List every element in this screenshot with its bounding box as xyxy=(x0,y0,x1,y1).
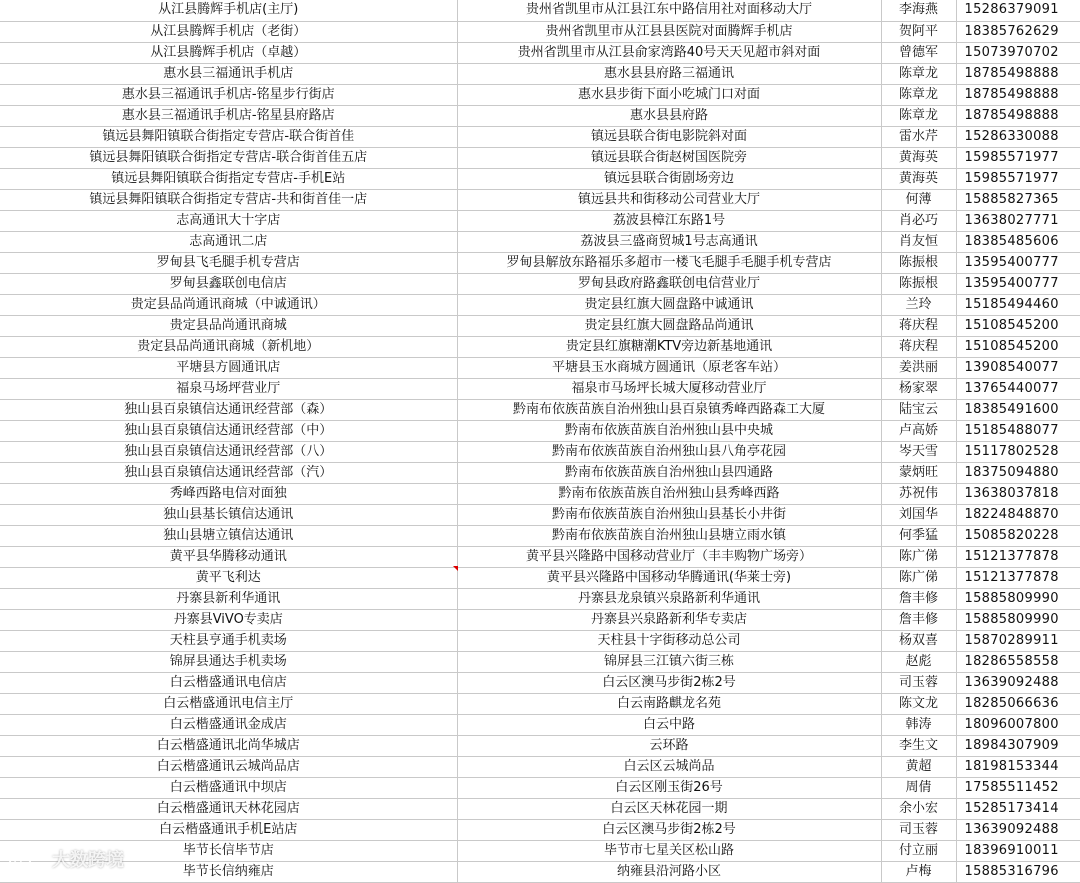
table-row xyxy=(0,189,1080,210)
store-name-cell[interactable]: 独山县百泉镇信达通讯经营部（八） xyxy=(0,441,457,462)
contact-name-cell[interactable]: 黄超 xyxy=(881,756,956,777)
contact-name-cell[interactable]: 陈章龙 xyxy=(881,105,956,126)
phone-cell[interactable]: 15286379091 xyxy=(956,0,1080,21)
address-cell[interactable]: 罗甸县解放东路福乐多超市一楼飞毛腿手毛腿手机专营店 xyxy=(457,252,881,273)
table-row xyxy=(0,42,1080,63)
contact-name-cell[interactable]: 陆宝云 xyxy=(881,399,956,420)
phone-cell[interactable]: 13639092488 xyxy=(956,672,1080,693)
phone-cell[interactable]: 15985571977 xyxy=(956,168,1080,189)
store-name-cell[interactable]: 从江县腾辉手机店(主厅) xyxy=(0,0,457,21)
contact-name-cell[interactable]: 周倩 xyxy=(881,777,956,798)
contact-name-cell[interactable]: 姜洪丽 xyxy=(881,357,956,378)
table-row xyxy=(0,546,1080,567)
address-cell[interactable]: 白云南路麒龙名苑 xyxy=(457,693,881,714)
store-name-cell[interactable]: 丹寨县ViVO专卖店 xyxy=(0,609,457,630)
contact-name-cell[interactable]: 赵彪 xyxy=(881,651,956,672)
store-name-cell[interactable]: 黄平飞利达 xyxy=(0,567,457,588)
phone-cell[interactable]: 18385485606 xyxy=(956,231,1080,252)
phone-cell[interactable]: 17585511452 xyxy=(956,777,1080,798)
store-name-cell[interactable]: 镇远县舞阳镇联合街指定专营店-联合街首佳 xyxy=(0,126,457,147)
table-row xyxy=(0,105,1080,126)
phone-cell[interactable]: 18096007800 xyxy=(956,714,1080,735)
contact-name-cell[interactable]: 司玉蓉 xyxy=(881,672,956,693)
contact-name-cell[interactable]: 付立丽 xyxy=(881,840,956,861)
address-cell[interactable]: 贵定县红旗糖潮KTV旁边新基地通讯 xyxy=(457,336,881,357)
store-name-cell[interactable]: 丹寨县新利华通讯 xyxy=(0,588,457,609)
phone-cell[interactable]: 15073970702 xyxy=(956,42,1080,63)
table-row xyxy=(0,798,1080,819)
store-name-cell[interactable]: 锦屏县通达手机卖场 xyxy=(0,651,457,672)
address-cell[interactable]: 福泉市马场坪长城大厦移动营业厅 xyxy=(457,378,881,399)
watermark-text: 大数跨境 xyxy=(52,850,124,871)
store-name-cell[interactable]: 毕节长信毕节店 xyxy=(0,840,457,861)
table-row xyxy=(0,21,1080,42)
store-name-cell[interactable]: 白云楷盛通讯电信主厅 xyxy=(0,693,457,714)
phone-cell[interactable]: 15185494460 xyxy=(956,294,1080,315)
contact-name-cell[interactable]: 杨双喜 xyxy=(881,630,956,651)
address-cell[interactable]: 镇远县联合街剧场旁边 xyxy=(457,168,881,189)
address-cell[interactable]: 罗甸县政府路鑫联创电信营业厅 xyxy=(457,273,881,294)
address-cell[interactable]: 白云区云城尚品 xyxy=(457,756,881,777)
phone-cell[interactable]: 13639092488 xyxy=(956,819,1080,840)
table-row xyxy=(0,672,1080,693)
table-row xyxy=(0,168,1080,189)
store-name-cell[interactable]: 罗甸县鑫联创电信店 xyxy=(0,273,457,294)
contact-name-cell[interactable]: 何季猛 xyxy=(881,525,956,546)
store-name-cell[interactable]: 白云楷盛通讯手机E站店 xyxy=(0,819,457,840)
table-row xyxy=(0,399,1080,420)
table-row xyxy=(0,252,1080,273)
contact-name-cell[interactable]: 曾德军 xyxy=(881,42,956,63)
table-row xyxy=(0,210,1080,231)
address-cell[interactable]: 黔南布依族苗族自治州独山县基长小井街 xyxy=(457,504,881,525)
contact-name-cell[interactable]: 司玉蓉 xyxy=(881,819,956,840)
contact-name-cell[interactable]: 陈章龙 xyxy=(881,84,956,105)
contact-name-cell[interactable]: 詹丰修 xyxy=(881,588,956,609)
address-cell[interactable]: 丹寨县兴泉路新利华专卖店 xyxy=(457,609,881,630)
address-cell[interactable]: 白云区澳马步街2栋2号 xyxy=(457,672,881,693)
store-name-cell[interactable]: 白云楷盛通讯金成店 xyxy=(0,714,457,735)
phone-cell[interactable]: 15085820228 xyxy=(956,525,1080,546)
store-name-cell[interactable]: 志高通讯大十字店 xyxy=(0,210,457,231)
table-row xyxy=(0,756,1080,777)
store-name-cell[interactable]: 镇远县舞阳镇联合街指定专营店-手机E站 xyxy=(0,168,457,189)
table-row xyxy=(0,861,1080,882)
phone-cell[interactable]: 15286330088 xyxy=(956,126,1080,147)
store-name-cell[interactable]: 天柱县亨通手机卖场 xyxy=(0,630,457,651)
phone-cell[interactable]: 13908540077 xyxy=(956,357,1080,378)
contact-name-cell[interactable]: 陈振根 xyxy=(881,273,956,294)
phone-cell[interactable]: 13638037818 xyxy=(956,483,1080,504)
address-cell[interactable]: 镇远县联合街电影院斜对面 xyxy=(457,126,881,147)
address-cell[interactable]: 白云区天林花园一期 xyxy=(457,798,881,819)
table-row xyxy=(0,630,1080,651)
address-cell[interactable]: 黔南布依族苗族自治州独山县八角亭花园 xyxy=(457,441,881,462)
store-name-cell[interactable]: 镇远县舞阳镇联合街指定专营店-共和街首佳一店 xyxy=(0,189,457,210)
address-cell[interactable]: 荔波县樟江东路1号 xyxy=(457,210,881,231)
phone-cell[interactable]: 15885809990 xyxy=(956,588,1080,609)
store-name-cell[interactable]: 白云楷盛通讯电信店 xyxy=(0,672,457,693)
address-cell[interactable]: 黔南布依族苗族自治州独山县中央城 xyxy=(457,420,881,441)
address-cell[interactable]: 纳雍县沿河路小区 xyxy=(457,861,881,882)
phone-cell[interactable]: 15870289911 xyxy=(956,630,1080,651)
contact-name-cell[interactable]: 卢高娇 xyxy=(881,420,956,441)
address-cell[interactable]: 天柱县十字街移动总公司 xyxy=(457,630,881,651)
phone-cell[interactable]: 15121377878 xyxy=(956,567,1080,588)
address-cell[interactable]: 锦屏县三江镇六街三栋 xyxy=(457,651,881,672)
address-cell[interactable]: 贵州省凯里市从江县江东中路信用社对面移动大厅 xyxy=(457,0,881,21)
phone-cell[interactable]: 18785498888 xyxy=(956,63,1080,84)
store-name-cell[interactable]: 白云楷盛通讯天林花园店 xyxy=(0,798,457,819)
table-row xyxy=(0,609,1080,630)
phone-cell[interactable]: 13765440077 xyxy=(956,378,1080,399)
contact-name-cell[interactable]: 肖必巧 xyxy=(881,210,956,231)
phone-cell[interactable]: 15885316796 xyxy=(956,861,1080,882)
store-name-cell[interactable]: 毕节长信纳雍店 xyxy=(0,861,457,882)
store-name-cell[interactable]: 志高通讯二店 xyxy=(0,231,457,252)
phone-cell[interactable]: 18375094880 xyxy=(956,462,1080,483)
table-row xyxy=(0,483,1080,504)
store-name-cell[interactable]: 独山县塘立镇信达通讯 xyxy=(0,525,457,546)
address-cell[interactable]: 丹寨县龙泉镇兴泉路新利华通讯 xyxy=(457,588,881,609)
table-row xyxy=(0,504,1080,525)
table-row xyxy=(0,735,1080,756)
phone-cell[interactable]: 13595400777 xyxy=(956,252,1080,273)
address-cell[interactable]: 贵定县红旗大圆盘路中诚通讯 xyxy=(457,294,881,315)
phone-cell[interactable]: 18385491600 xyxy=(956,399,1080,420)
weibo-logo-icon xyxy=(8,848,48,870)
table-row xyxy=(0,567,1080,588)
address-cell[interactable]: 黔南布依族苗族自治州独山县秀峰西路 xyxy=(457,483,881,504)
table-row xyxy=(0,147,1080,168)
contact-name-cell[interactable]: 陈文龙 xyxy=(881,693,956,714)
store-name-cell[interactable]: 贵定县品尚通讯商城（中诚通讯） xyxy=(0,294,457,315)
address-cell[interactable]: 白云区刚玉街26号 xyxy=(457,777,881,798)
table-row xyxy=(0,84,1080,105)
phone-cell[interactable]: 18198153344 xyxy=(956,756,1080,777)
store-name-cell[interactable]: 福泉马场坪营业厅 xyxy=(0,378,457,399)
address-cell[interactable]: 白云中路 xyxy=(457,714,881,735)
table-row xyxy=(0,273,1080,294)
store-name-cell[interactable]: 贵定县品尚通讯商城 xyxy=(0,315,457,336)
contact-name-cell[interactable]: 杨家翠 xyxy=(881,378,956,399)
phone-cell[interactable]: 18385762629 xyxy=(956,21,1080,42)
store-name-cell[interactable]: 独山县百泉镇信达通讯经营部（中） xyxy=(0,420,457,441)
table-row xyxy=(0,840,1080,861)
address-cell[interactable]: 平塘县玉水商城方圆通讯（原老客车站） xyxy=(457,357,881,378)
contact-name-cell[interactable]: 苏祝伟 xyxy=(881,483,956,504)
address-cell[interactable]: 惠水县县府路 xyxy=(457,105,881,126)
table-row xyxy=(0,126,1080,147)
contact-name-cell[interactable]: 陈广俤 xyxy=(881,567,956,588)
phone-cell[interactable]: 18785498888 xyxy=(956,84,1080,105)
store-name-cell[interactable]: 从江县腾辉手机店（老街） xyxy=(0,21,457,42)
contact-name-cell[interactable]: 陈章龙 xyxy=(881,63,956,84)
store-name-cell[interactable]: 秀峰西路电信对面独 xyxy=(0,483,457,504)
contact-name-cell[interactable]: 黄海英 xyxy=(881,168,956,189)
contact-name-cell[interactable]: 何薄 xyxy=(881,189,956,210)
address-cell[interactable]: 黔南布依族苗族自治州独山县百泉镇秀峰西路森工大厦 xyxy=(457,399,881,420)
address-cell[interactable]: 黔南布依族苗族自治州独山县四通路 xyxy=(457,462,881,483)
contact-name-cell[interactable]: 余小宏 xyxy=(881,798,956,819)
address-cell[interactable]: 荔波县三盛商贸城1号志高通讯 xyxy=(457,231,881,252)
address-cell[interactable]: 黄平县兴隆路中国移动营业厅（丰丰购物广场旁） xyxy=(457,546,881,567)
contact-name-cell[interactable]: 雷水芹 xyxy=(881,126,956,147)
phone-cell[interactable]: 15185488077 xyxy=(956,420,1080,441)
table-row xyxy=(0,588,1080,609)
table-row xyxy=(0,378,1080,399)
phone-cell[interactable]: 15121377878 xyxy=(956,546,1080,567)
table-row xyxy=(0,63,1080,84)
address-cell[interactable]: 镇远县共和街移动公司营业大厅 xyxy=(457,189,881,210)
address-cell[interactable]: 黄平县兴隆路中国移动华腾通讯(华莱士旁) xyxy=(457,567,881,588)
store-name-cell[interactable]: 白云楷盛通讯北尚华城店 xyxy=(0,735,457,756)
table-row xyxy=(0,336,1080,357)
phone-cell[interactable]: 18396910011 xyxy=(956,840,1080,861)
address-cell[interactable]: 贵州省凯里市从江县县医院对面腾辉手机店 xyxy=(457,21,881,42)
contact-name-cell[interactable]: 肖友恒 xyxy=(881,231,956,252)
phone-cell[interactable]: 18285066636 xyxy=(956,693,1080,714)
contact-name-cell[interactable]: 岑天雪 xyxy=(881,441,956,462)
phone-cell[interactable]: 15885827365 xyxy=(956,189,1080,210)
store-name-cell[interactable]: 平塘县方圆通讯店 xyxy=(0,357,457,378)
contact-name-cell[interactable]: 贺阿平 xyxy=(881,21,956,42)
store-name-cell[interactable]: 罗甸县飞毛腿手机专营店 xyxy=(0,252,457,273)
address-cell[interactable]: 黔南布依族苗族自治州独山县塘立雨水镇 xyxy=(457,525,881,546)
table-row xyxy=(0,357,1080,378)
address-cell[interactable]: 贵定县红旗大圆盘路品尚通讯 xyxy=(457,315,881,336)
contact-name-cell[interactable]: 黄海英 xyxy=(881,147,956,168)
phone-cell[interactable]: 15117802528 xyxy=(956,441,1080,462)
store-name-cell[interactable]: 惠水县三福通讯手机店-铭星县府路店 xyxy=(0,105,457,126)
contact-name-cell[interactable]: 卢梅 xyxy=(881,861,956,882)
contact-name-cell[interactable]: 詹丰修 xyxy=(881,609,956,630)
contact-name-cell[interactable]: 蒙炳旺 xyxy=(881,462,956,483)
table-row xyxy=(0,819,1080,840)
table-row xyxy=(0,315,1080,336)
phone-cell[interactable]: 18785498888 xyxy=(956,105,1080,126)
store-name-cell[interactable]: 独山县百泉镇信达通讯经营部（森） xyxy=(0,399,457,420)
address-cell[interactable]: 白云区澳马步街2栋2号 xyxy=(457,819,881,840)
contact-name-cell[interactable]: 韩涛 xyxy=(881,714,956,735)
store-name-cell[interactable]: 惠水县三福通讯手机店-铭星步行街店 xyxy=(0,84,457,105)
address-cell[interactable]: 贵州省凯里市从江县俞家湾路40号天天见超市斜对面 xyxy=(457,42,881,63)
table-row xyxy=(0,651,1080,672)
address-cell[interactable]: 惠水县县府路三福通讯 xyxy=(457,63,881,84)
table-row xyxy=(0,462,1080,483)
contact-name-cell[interactable]: 陈振根 xyxy=(881,252,956,273)
phone-cell[interactable]: 18286558558 xyxy=(956,651,1080,672)
table-row xyxy=(0,0,1080,21)
phone-cell[interactable]: 18224848870 xyxy=(956,504,1080,525)
table-row xyxy=(0,231,1080,252)
store-name-cell[interactable]: 独山县百泉镇信达通讯经营部（汽） xyxy=(0,462,457,483)
phone-cell[interactable]: 15885809990 xyxy=(956,609,1080,630)
phone-cell[interactable]: 15285173414 xyxy=(956,798,1080,819)
store-name-cell[interactable]: 贵定县品尚通讯商城（新机地） xyxy=(0,336,457,357)
store-name-cell[interactable]: 黄平县华腾移动通讯 xyxy=(0,546,457,567)
table-row xyxy=(0,420,1080,441)
address-cell[interactable]: 毕节市七星关区松山路 xyxy=(457,840,881,861)
store-name-cell[interactable]: 镇远县舞阳镇联合街指定专营店-联合街首佳五店 xyxy=(0,147,457,168)
contact-name-cell[interactable]: 刘国华 xyxy=(881,504,956,525)
contact-name-cell[interactable]: 李海燕 xyxy=(881,0,956,21)
table-row xyxy=(0,441,1080,462)
store-name-cell[interactable]: 独山县基长镇信达通讯 xyxy=(0,504,457,525)
phone-cell[interactable]: 15108545200 xyxy=(956,315,1080,336)
store-name-cell[interactable]: 惠水县三福通讯手机店 xyxy=(0,63,457,84)
phone-cell[interactable]: 13595400777 xyxy=(956,273,1080,294)
table-row xyxy=(0,294,1080,315)
contact-name-cell[interactable]: 蒋庆程 xyxy=(881,336,956,357)
contact-name-cell[interactable]: 蒋庆程 xyxy=(881,315,956,336)
phone-cell[interactable]: 18984307909 xyxy=(956,735,1080,756)
phone-cell[interactable]: 15985571977 xyxy=(956,147,1080,168)
store-name-cell[interactable]: 白云楷盛通讯云城尚品店 xyxy=(0,756,457,777)
comment-indicator xyxy=(453,566,458,571)
store-name-cell[interactable]: 白云楷盛通讯中坝店 xyxy=(0,777,457,798)
table-row xyxy=(0,777,1080,798)
phone-cell[interactable]: 13638027771 xyxy=(956,210,1080,231)
phone-cell[interactable]: 15108545200 xyxy=(956,336,1080,357)
table-row xyxy=(0,693,1080,714)
table-row xyxy=(0,525,1080,546)
contact-name-cell[interactable]: 陈广俤 xyxy=(881,546,956,567)
watermark xyxy=(8,846,124,872)
table-row xyxy=(0,714,1080,735)
address-cell[interactable]: 镇远县联合街赵树国医院旁 xyxy=(457,147,881,168)
store-name-cell[interactable]: 从江县腾辉手机店（卓越） xyxy=(0,42,457,63)
address-cell[interactable]: 云环路 xyxy=(457,735,881,756)
address-cell[interactable]: 惠水县步街下面小吃城门口对面 xyxy=(457,84,881,105)
contact-name-cell[interactable]: 兰玲 xyxy=(881,294,956,315)
contact-name-cell[interactable]: 李生文 xyxy=(881,735,956,756)
